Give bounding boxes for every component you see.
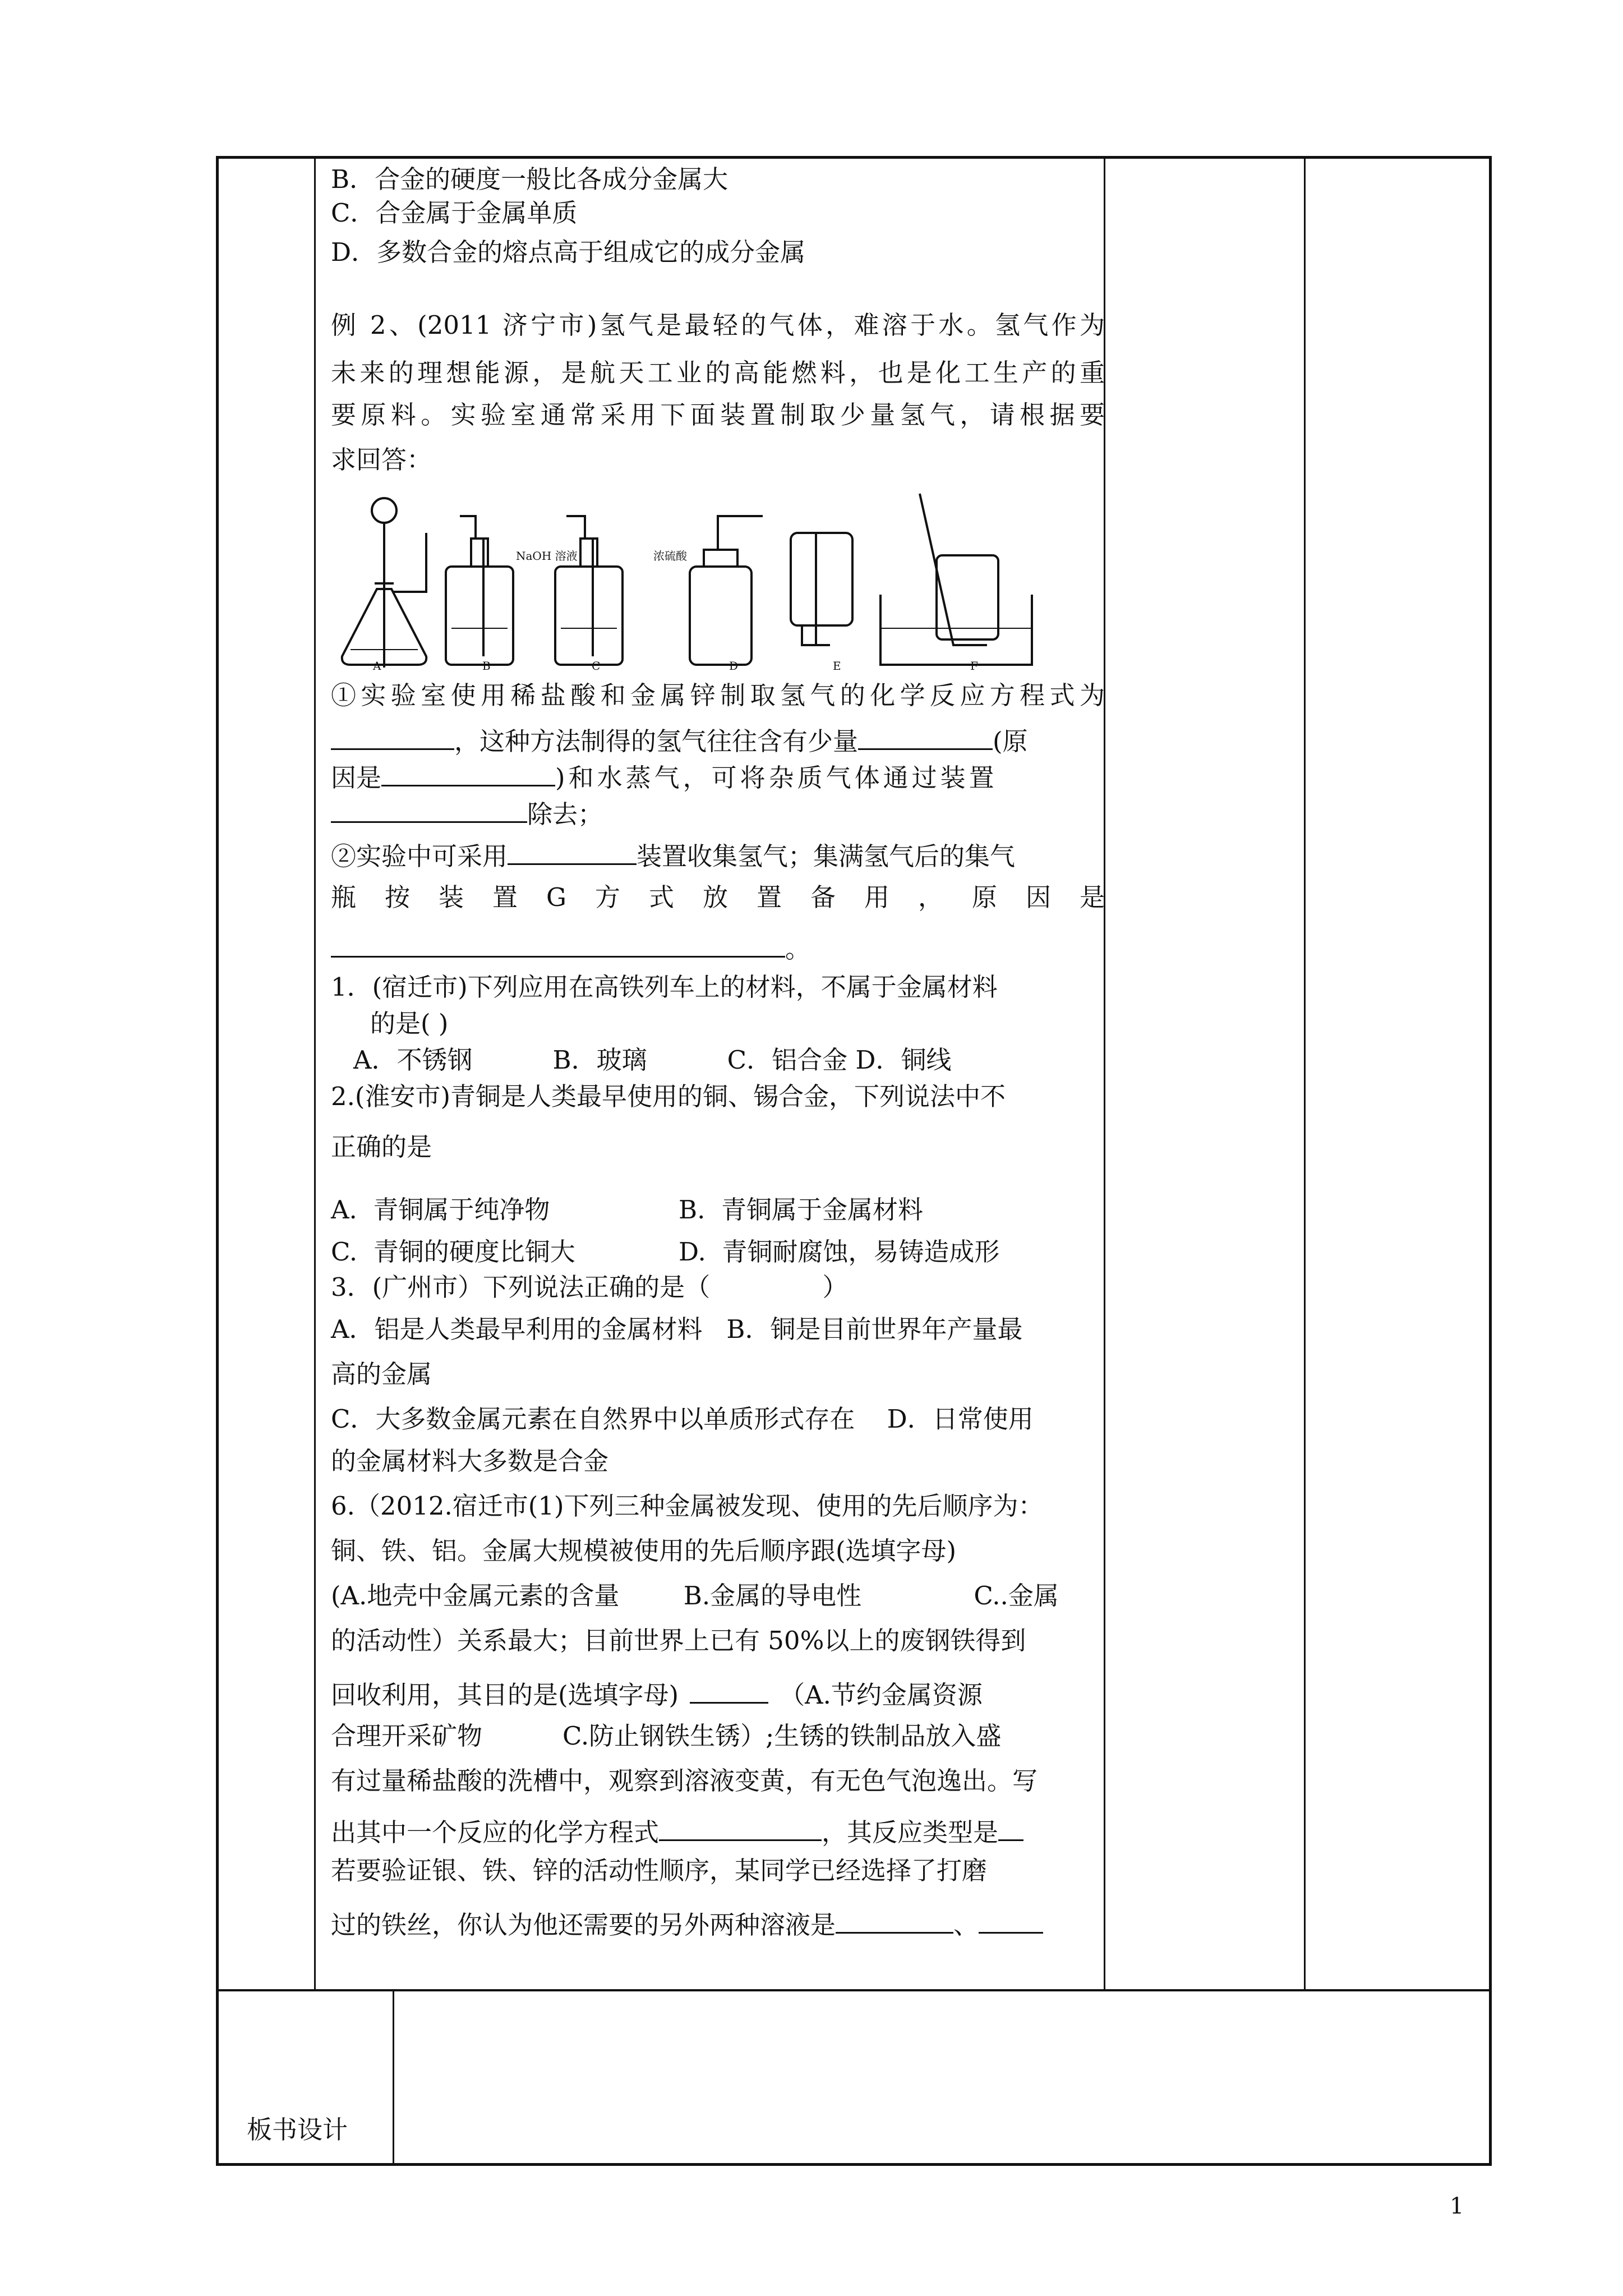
text-line: 3．(广州市）下列说法正确的是（ ）	[331, 1272, 848, 1302]
figure-label: B	[482, 659, 491, 673]
page-number: 1	[1450, 2193, 1464, 2219]
text-line: 回收利用，其目的是(选填字母) （A.节约金属资源	[331, 1680, 983, 1710]
bottom-row-divider	[393, 1989, 394, 2164]
text-line: 高的金属	[331, 1359, 432, 1389]
text-line: ，这种方法制得的氢气往往含有少量 (原	[331, 721, 1028, 757]
table-border-right	[1489, 156, 1492, 2166]
text-line: C．大多数金属元素在自然界中以单质形式存在 D．日常使用	[331, 1404, 1034, 1434]
text-line: ①实验室使用稀盐酸和金属锌制取氢气的化学反应方程式为	[331, 680, 1105, 710]
text-line: 因是 )和水蒸气，可将杂质气体通过装置	[331, 763, 998, 793]
figure-label: 浓硫酸	[653, 549, 687, 563]
text-line: D．多数合金的熔点高于组成它的成分金属	[331, 237, 806, 267]
text-line: D. 青铜耐腐蚀，易铸造成形	[679, 1237, 1000, 1267]
text-line: (A.地壳中金属元素的含量 B.金属的导电性 C..金属	[331, 1581, 1059, 1611]
column-divider-3	[1304, 156, 1306, 1990]
row-label-board-design: 板书设计	[247, 2115, 348, 2145]
text-line: A．铝是人类最早利用的金属材料 B．铜是目前世界年产量最	[331, 1314, 1023, 1344]
text-line: 2.(淮安市)青铜是人类最早使用的铜、锡合金，下列说法中不	[331, 1082, 1006, 1111]
text-line: 的金属材料大多数是合金	[331, 1446, 609, 1476]
row-divider	[216, 1989, 1492, 1991]
text-line: 例 2、(2011 济宁市)氢气是最轻的气体，难溶于水。氢气作为	[331, 310, 1105, 340]
text-line: B. 青铜属于金属材料	[679, 1195, 923, 1225]
apparatus-figure	[331, 482, 1105, 673]
text-line: 6.（2012.宿迁市(1)下列三种金属被发现、使用的先后顺序为：	[331, 1491, 1044, 1521]
text-line: 要原料。实验室通常采用下面装置制取少量氢气，请根据要	[331, 400, 1105, 430]
text-line: A．不锈钢 B．玻璃 C．铝合金 D．铜线	[353, 1045, 952, 1075]
text-line: 过的铁丝，你认为他还需要的另外两种溶液是 、	[331, 1904, 1043, 1941]
text-line: 除去；	[331, 794, 603, 830]
figure-label: NaOH 溶液	[516, 549, 578, 563]
table-border-left	[216, 156, 219, 2166]
figure-label: F	[970, 659, 978, 673]
text-line: ②实验中可采用 装置收集氢气；集满氢气后的集气	[331, 841, 1016, 871]
text-line: 的活动性）关系最大；目前世界上已有 50%以上的废钢铁得到	[331, 1626, 1026, 1655]
text-line: 1．(宿迁市)下列应用在高铁列车上的材料，不属于金属材料	[331, 972, 998, 1002]
text-line: 出其中一个反应的化学方程式 ，其反应类型是	[331, 1812, 1023, 1848]
text-line: 合理开采矿物 C.防止钢铁生锈）;生锈的铁制品放入盛	[331, 1721, 1002, 1751]
figure-label: A	[373, 659, 381, 673]
figure-label: E	[833, 659, 841, 673]
column-divider-1	[314, 156, 316, 1990]
text-line: 正确的是	[331, 1132, 432, 1162]
figure-label: D	[729, 659, 739, 673]
text-line: 求回答：	[331, 445, 432, 475]
text-line: 的是( )	[370, 1009, 449, 1038]
text-line: C．合金属于金属单质	[331, 198, 578, 228]
text-line: 未来的理想能源，是航天工业的高能燃料，也是化工生产的重	[331, 358, 1105, 388]
text-line: C. 青铜的硬度比铜大	[331, 1237, 575, 1267]
text-line: 瓶按装置G方式放置备用，原因是	[331, 882, 1105, 912]
table-border-bottom	[216, 2163, 1492, 2166]
text-line: A. 青铜属于纯净物	[331, 1195, 550, 1225]
text-line: 若要验证银、铁、锌的活动性顺序，某同学已经选择了打磨	[331, 1856, 988, 1885]
text-line: 有过量稀盐酸的洗槽中，观察到溶液变黄，有无色气泡逸出。写	[331, 1766, 1038, 1796]
table-border-top	[216, 156, 1492, 159]
text-line: 。	[331, 928, 810, 965]
text-line: 铜、铁、铝。金属大规模被使用的先后顺序跟(选填字母)	[331, 1536, 957, 1566]
figure-label: C	[592, 659, 601, 673]
text-line: B．合金的硬度一般比各成分金属大	[331, 164, 728, 194]
